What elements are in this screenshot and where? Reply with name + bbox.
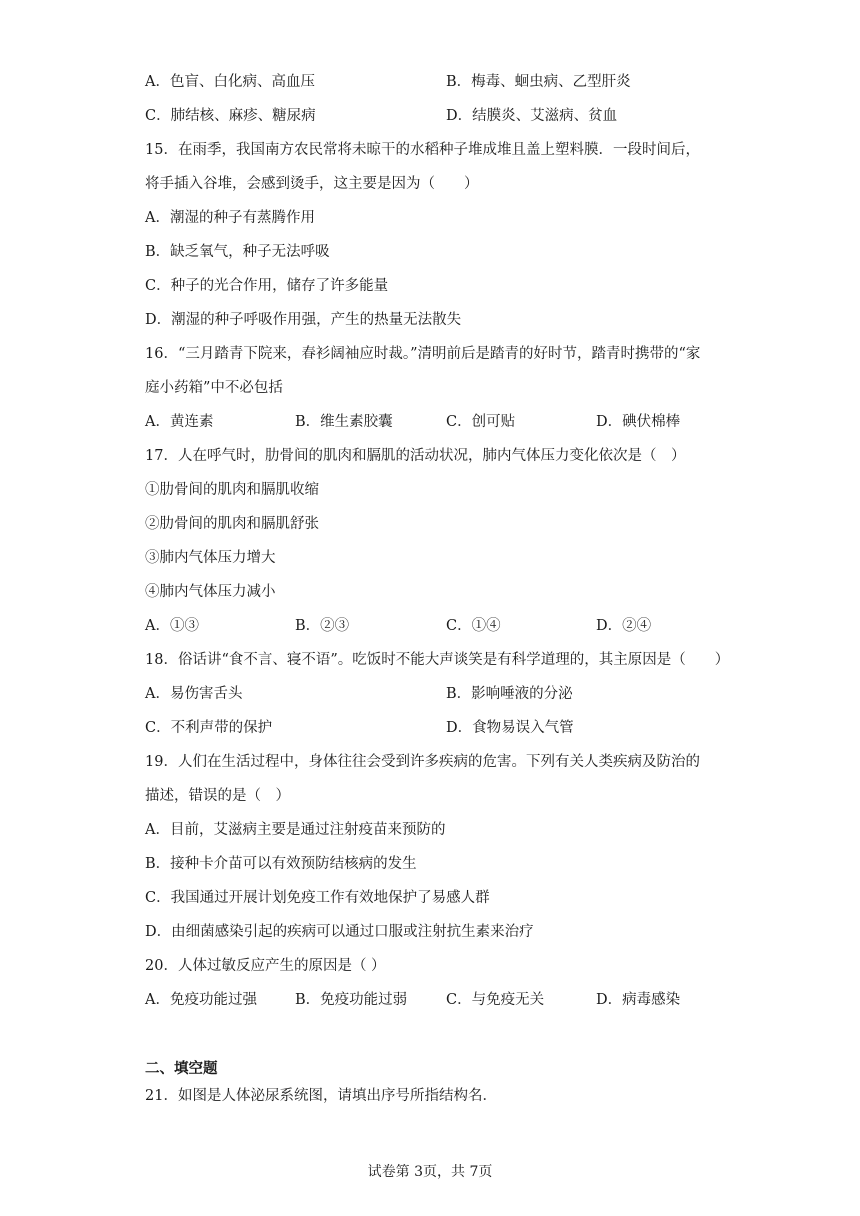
q14-option-d: D．结膜炎、艾滋病、贫血 — [446, 108, 618, 124]
q19-option-c: C．我国通过开展计划免疫工作有效地保护了易感人群 — [145, 890, 490, 906]
q20-option-d: D．病毒感染 — [596, 992, 681, 1008]
q17-stem: 17．人在呼气时，肋骨间的肌肉和膈肌的活动状况，肺内气体压力变化依次是（ ） — [145, 448, 686, 464]
q21-stem: 21．如图是人体泌尿系统图，请填出序号所指结构名． — [145, 1088, 497, 1104]
q16-stem-line1: 16．“三月踏青下院来，春衫阔袖应时裁。”清明前后是踏青的好时节，踏青时携带的“家 — [145, 346, 701, 362]
q14-option-b: B．梅毒、蛔虫病、乙型肝炎 — [446, 74, 631, 90]
q17-item-3: ③肺内气体压力增大 — [145, 550, 276, 566]
q17-option-a: A．①③ — [145, 618, 199, 634]
q19-stem-line1: 19．人们在生活过程中，身体往往会受到许多疾病的危害。下列有关人类疾病及防治的 — [145, 754, 700, 770]
q15-option-a: A．潮湿的种子有蒸腾作用 — [145, 210, 315, 226]
q17-item-4: ④肺内气体压力减小 — [145, 584, 276, 600]
q15-option-b: B．缺乏氧气，种子无法呼吸 — [145, 244, 330, 260]
q16-option-d: D．碘伏棉棒 — [596, 414, 681, 430]
q18-option-b: B．影响唾液的分泌 — [446, 686, 573, 702]
q15-stem-line2: 将手插入谷堆，会感到烫手，这主要是因为（ ） — [145, 176, 479, 192]
q16-stem-line2: 庭小药箱”中不必包括 — [145, 380, 283, 396]
q16-option-a: A．黄连素 — [145, 414, 214, 430]
q19-stem-line2: 描述，错误的是（ ） — [145, 788, 290, 804]
q19-option-d: D．由细菌感染引起的疾病可以通过口服或注射抗生素来治疗 — [145, 924, 534, 940]
q20-option-c: C．与免疫无关 — [446, 992, 545, 1008]
q19-option-b: B．接种卡介苗可以有效预防结核病的发生 — [145, 856, 417, 872]
q17-option-c: C．①④ — [446, 618, 501, 634]
q20-stem: 20．人体过敏反应产生的原因是（ ） — [145, 958, 386, 974]
q15-option-d: D．潮湿的种子呼吸作用强，产生的热量无法散失 — [145, 312, 462, 328]
q18-option-a: A．易伤害舌头 — [145, 686, 243, 702]
q17-option-b: B．②③ — [295, 618, 350, 634]
q14-option-a: A．色盲、白化病、高血压 — [145, 74, 315, 90]
q16-option-b: B．维生素胶囊 — [295, 414, 393, 430]
section-title-fill-in: 二、填空题 — [145, 1061, 218, 1077]
page-footer: 试卷第 3页，共 7页 — [367, 1164, 493, 1180]
q15-stem-line1: 15．在雨季，我国南方农民常将未晾干的水稻种子堆成堆且盖上塑料膜．一段时间后， — [145, 142, 700, 158]
q18-option-c: C．不利声带的保护 — [145, 720, 273, 736]
q20-option-b: B．免疫功能过弱 — [295, 992, 408, 1008]
q19-option-a: A．目前，艾滋病主要是通过注射疫苗来预防的 — [145, 822, 446, 838]
q20-option-a: A．免疫功能过强 — [145, 992, 257, 1008]
q18-stem: 18．俗话讲“食不言、寝不语”。吃饭时不能大声谈笑是有科学道理的，其主原因是（ ） — [145, 652, 730, 668]
q17-item-2: ②肋骨间的肌肉和膈肌舒张 — [145, 516, 319, 532]
q14-option-c: C．肺结核、麻疹、糖尿病 — [145, 108, 316, 124]
q16-option-c: C．创可贴 — [446, 414, 516, 430]
q17-option-d: D．②④ — [596, 618, 652, 634]
q18-option-d: D．食物易误入气管 — [446, 720, 574, 736]
q17-item-1: ①肋骨间的肌肉和膈肌收缩 — [145, 482, 319, 498]
q15-option-c: C．种子的光合作用，储存了许多能量 — [145, 278, 389, 294]
